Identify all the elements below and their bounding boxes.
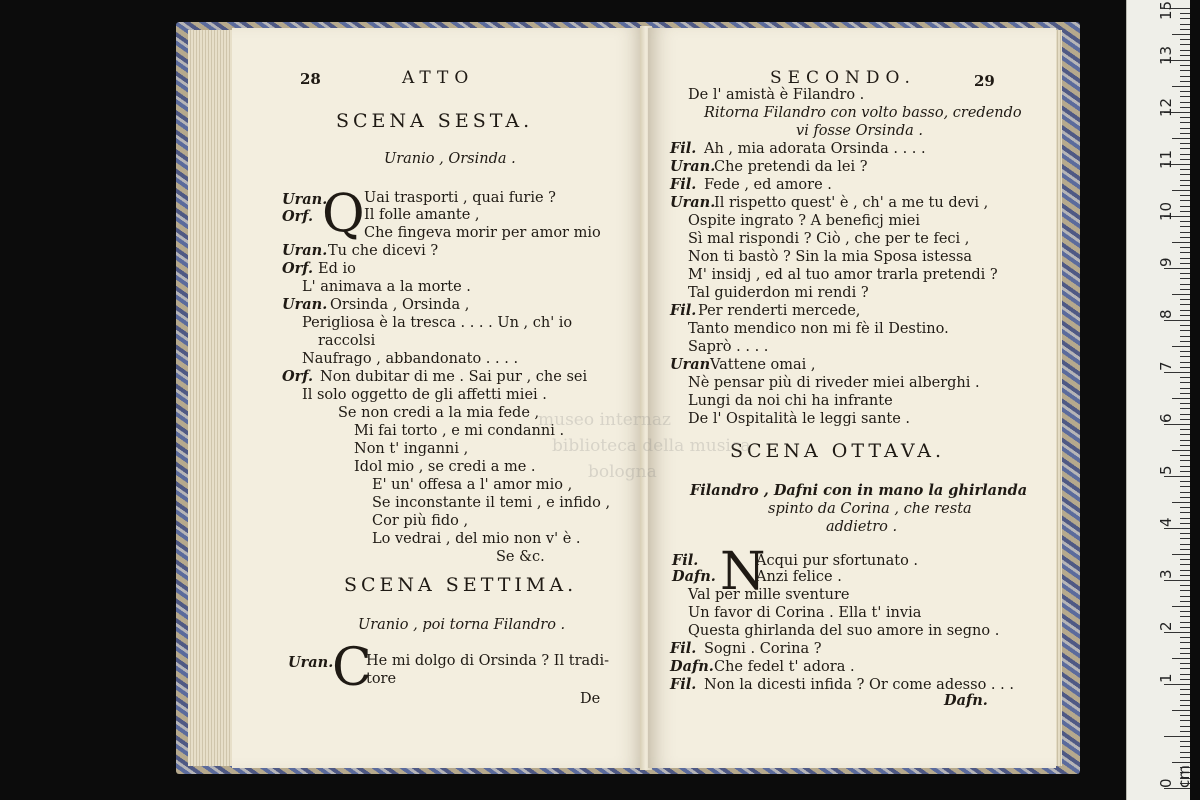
ruler-tick <box>1180 70 1190 71</box>
ruler-tick <box>1172 710 1190 711</box>
watermark-line: bologna <box>588 462 657 482</box>
scene8-cast: spinto da Corina , che resta <box>768 501 972 517</box>
ruler-tick <box>1180 128 1190 129</box>
ruler-tick <box>1180 159 1190 160</box>
speaker: Orf. <box>282 368 314 385</box>
verse-line: Lo vedrai , del mio non v' è . <box>372 531 581 547</box>
ruler-tick <box>1180 715 1190 716</box>
ruler-tick <box>1172 138 1190 139</box>
ruler-tick <box>1180 471 1190 472</box>
ruler-tick <box>1180 96 1190 97</box>
ruler-tick <box>1180 590 1190 591</box>
verse-line: Ospite ingrato ? A beneficj miei <box>688 213 921 229</box>
ruler-tick <box>1180 174 1190 175</box>
ruler-tick <box>1180 50 1190 51</box>
ruler-tick <box>1180 232 1190 233</box>
ruler-tick <box>1164 424 1190 425</box>
ruler-tick <box>1180 596 1190 597</box>
ruler-tick <box>1180 362 1190 363</box>
ruler-tick <box>1172 658 1190 659</box>
ruler-tick <box>1180 585 1190 586</box>
verse-line: tore <box>366 671 397 687</box>
scene8-title: SCENA OTTAVA. <box>730 440 946 462</box>
ruler-tick <box>1180 39 1190 40</box>
ruler-tick <box>1180 601 1190 602</box>
verse-line: Perigliosa è la tresca . . . . Un , ch' io <box>302 315 573 331</box>
ruler-tick <box>1180 731 1190 732</box>
ruler-tick <box>1164 320 1190 321</box>
verse-line: Che pretendi da lei ? <box>714 159 868 175</box>
verse-line: Non ti bastò ? Sin la mia Sposa istessa <box>688 249 973 265</box>
ruler-tick <box>1180 24 1190 25</box>
speaker: Uran. <box>282 242 328 259</box>
ruler-tick <box>1172 190 1190 191</box>
verse-line: Questa ghirlanda del suo amore in segno . <box>688 623 1000 639</box>
ruler-label: 11 <box>1157 149 1175 169</box>
verse-line: Se non credi a la mia fede , <box>338 405 540 421</box>
watermark-line: museo internaz <box>538 410 671 430</box>
ruler-tick <box>1180 414 1190 415</box>
verse-line: Non la dicesti infida ? Or come adesso . . . <box>704 677 1014 693</box>
ruler-tick <box>1180 674 1190 675</box>
ruler-tick <box>1180 247 1190 248</box>
ruler-tick <box>1180 726 1190 727</box>
ruler-tick <box>1180 746 1190 747</box>
ruler-tick <box>1180 507 1190 508</box>
right-page-number: 29 <box>974 72 995 90</box>
verse-line: Nè pensar più di riveder miei alberghi . <box>688 375 980 391</box>
speaker: Fil. <box>670 640 697 657</box>
stage-direction: vi fosse Orsinda . <box>796 123 923 139</box>
ruler-tick <box>1180 382 1190 383</box>
speaker: Uran. <box>670 158 716 175</box>
speaker: Uran. <box>282 191 328 208</box>
verse-line: Idol mio , se credi a me . <box>354 459 536 475</box>
ruler-tick <box>1180 325 1190 326</box>
ruler-tick <box>1180 518 1190 519</box>
ruler-tick <box>1172 502 1190 503</box>
verse-line: Ah , mia adorata Orsinda . . . . <box>704 141 926 157</box>
ruler-tick <box>1180 419 1190 420</box>
left-page <box>232 28 644 768</box>
ruler-tick <box>1180 668 1190 669</box>
verse-line: M' insidj , ed al tuo amor trarla pretendi ? <box>688 267 998 283</box>
ruler-tick <box>1180 304 1190 305</box>
ruler-tick <box>1180 705 1190 706</box>
ruler-tick <box>1180 523 1190 524</box>
speaker: Uran <box>670 356 711 373</box>
ruler-label: 5 <box>1157 465 1175 475</box>
verse-line: Che fedel t' adora . <box>714 659 855 675</box>
ruler-tick <box>1180 393 1190 394</box>
ruler-tick <box>1180 18 1190 19</box>
ruler-tick <box>1180 720 1190 721</box>
ruler-tick <box>1172 294 1190 295</box>
verse-line: Tanto mendico non mi fè il Destino. <box>688 321 949 337</box>
ruler-tick <box>1180 637 1190 638</box>
verse-line: Uai trasporti , quai furie ? <box>364 190 556 206</box>
speaker: Dafn. <box>672 568 716 585</box>
ruler-tick <box>1180 575 1190 576</box>
ruler-tick <box>1180 616 1190 617</box>
ruler-tick <box>1180 694 1190 695</box>
ruler-tick <box>1180 752 1190 753</box>
verse-line: Saprò . . . . <box>688 339 769 355</box>
ruler-label: 2 <box>1157 621 1175 631</box>
verse-line: Tal guiderdon mi rendi ? <box>688 285 869 301</box>
scene6-cast: Uranio , Orsinda . <box>384 151 516 167</box>
ruler-label: 13 <box>1157 45 1175 65</box>
verse-line: Se inconstante il temi , e infido , <box>372 495 611 511</box>
scene6-title: SCENA SESTA. <box>336 110 534 132</box>
ruler-tick <box>1172 34 1190 35</box>
ruler-tick <box>1180 653 1190 654</box>
ruler-tick <box>1180 76 1190 77</box>
ruler-tick <box>1180 154 1190 155</box>
ruler-tick <box>1180 252 1190 253</box>
verse-line: Cor più fido , <box>372 513 469 529</box>
ruler-tick <box>1180 263 1190 264</box>
ruler-tick <box>1180 315 1190 316</box>
ruler-tick <box>1180 403 1190 404</box>
ruler-tick <box>1180 642 1190 643</box>
ruler-tick <box>1172 242 1190 243</box>
ruler-label: 15 <box>1157 0 1175 20</box>
dropcap-q: Q <box>322 184 365 244</box>
verse-line: Lungi da noi chi ha infrante <box>688 393 893 409</box>
ruler-tick <box>1180 440 1190 441</box>
ruler-tick <box>1180 195 1190 196</box>
ruler-tick <box>1180 226 1190 227</box>
ruler-tick <box>1180 429 1190 430</box>
verse-line: Fede , ed amore . <box>704 177 832 193</box>
left-running-head: ATTO <box>402 68 475 88</box>
ruler-tick <box>1180 533 1190 534</box>
scene7-title: SCENA SETTIMA. <box>344 574 578 596</box>
ruler-tick <box>1180 55 1190 56</box>
ruler-tick <box>1180 148 1190 149</box>
ruler-tick <box>1180 284 1190 285</box>
verse-line: Il rispetto quest' è , ch' a me tu devi , <box>714 195 989 211</box>
ruler-tick <box>1180 13 1190 14</box>
ruler-tick <box>1172 606 1190 607</box>
ruler-tick <box>1180 299 1190 300</box>
ruler-tick <box>1180 460 1190 461</box>
ruler-tick <box>1180 310 1190 311</box>
ruler-tick <box>1172 86 1190 87</box>
ruler-tick <box>1180 341 1190 342</box>
ruler-tick <box>1180 466 1190 467</box>
verse-line: Un favor di Corina . Ella t' invia <box>688 605 922 621</box>
verse-line: Sogni . Corina ? <box>704 641 822 657</box>
catchword: De <box>580 691 601 707</box>
verse-line: Non t' inganni , <box>354 441 469 457</box>
verse-line: Il solo oggetto de gli affetti miei . <box>302 387 547 403</box>
ruler-tick <box>1180 648 1190 649</box>
speaker: Fil. <box>670 302 697 319</box>
ruler-tick <box>1180 258 1190 259</box>
ruler-label: 7 <box>1157 361 1175 371</box>
verse-line: Naufrago , abbandonato . . . . <box>302 351 519 367</box>
ruler-tick <box>1180 377 1190 378</box>
ruler-tick <box>1180 65 1190 66</box>
ruler-label: 4 <box>1157 517 1175 527</box>
verse-line: De l' amistà è Filandro . <box>688 87 865 103</box>
ruler-tick <box>1180 549 1190 550</box>
dropcap-c: C <box>332 638 372 698</box>
ruler-tick <box>1180 408 1190 409</box>
ruler-tick <box>1180 180 1190 181</box>
ruler-tick <box>1164 736 1190 737</box>
ruler-label: 10 <box>1157 201 1175 221</box>
ruler-tick <box>1164 476 1190 477</box>
ruler-tick <box>1172 450 1190 451</box>
ruler-tick <box>1180 481 1190 482</box>
ruler-tick <box>1164 528 1190 529</box>
speaker: Uran. <box>288 654 334 671</box>
ruler-tick <box>1180 143 1190 144</box>
ruler-label: 1 <box>1157 673 1175 683</box>
ruler-tick <box>1180 107 1190 108</box>
verse-line: Vattene omai , <box>710 357 816 373</box>
ruler-tick <box>1180 700 1190 701</box>
ruler-tick <box>1180 622 1190 623</box>
ruler-tick <box>1180 81 1190 82</box>
speaker: Dafn. <box>670 658 714 675</box>
speaker: Fil. <box>672 552 699 569</box>
ruler-tick <box>1180 273 1190 274</box>
ruler-tick <box>1180 445 1190 446</box>
ruler-tick <box>1180 200 1190 201</box>
ruler-tick <box>1180 330 1190 331</box>
ruler-label: 0 cm <box>1157 765 1193 788</box>
watermark-line: biblioteca della musica <box>552 436 751 456</box>
ruler-tick <box>1180 544 1190 545</box>
left-page-number: 28 <box>300 70 321 88</box>
ruler-tick <box>1180 559 1190 560</box>
ruler-tick <box>1180 206 1190 207</box>
ruler-tick <box>1180 237 1190 238</box>
verse-line: Ed io <box>318 261 356 277</box>
ruler-tick <box>1180 663 1190 664</box>
ruler-tick <box>1180 388 1190 389</box>
ruler-tick <box>1164 788 1190 789</box>
dropcap-n: N <box>720 542 766 602</box>
ruler-tick <box>1180 570 1190 571</box>
ruler-tick <box>1164 372 1190 373</box>
verse-line: De l' Ospitalità le leggi sante . <box>688 411 911 427</box>
verse-line: raccolsi <box>318 333 376 349</box>
verse-line: Se &c. <box>496 549 545 565</box>
ruler-label: 12 <box>1157 97 1175 117</box>
verse-line: Orsinda , Orsinda , <box>330 297 470 313</box>
verse-line: Sì mal rispondi ? Ciò , che per te feci , <box>688 231 970 247</box>
ruler-tick <box>1180 538 1190 539</box>
ruler-tick <box>1180 486 1190 487</box>
ruler-tick <box>1172 398 1190 399</box>
ruler-tick <box>1180 221 1190 222</box>
ruler-tick <box>1180 611 1190 612</box>
ruler-tick <box>1180 627 1190 628</box>
ruler-tick <box>1180 91 1190 92</box>
ruler-tick <box>1180 356 1190 357</box>
ruler-tick <box>1164 580 1190 581</box>
ruler-tick <box>1180 289 1190 290</box>
ruler-tick <box>1180 29 1190 30</box>
ruler-tick <box>1180 133 1190 134</box>
measurement-ruler <box>1126 0 1193 800</box>
verse-line: Tu che dicevi ? <box>328 243 439 259</box>
verse-line: Val per mille sventure <box>688 587 850 603</box>
speaker: Fil. <box>670 176 697 193</box>
ruler-tick <box>1180 492 1190 493</box>
ruler-tick <box>1180 169 1190 170</box>
ruler-tick <box>1172 346 1190 347</box>
speaker: Orf. <box>282 260 314 277</box>
ruler-tick <box>1180 455 1190 456</box>
ruler-tick <box>1164 684 1190 685</box>
ruler-label: 8 <box>1157 309 1175 319</box>
ruler-label: 9 <box>1157 257 1175 267</box>
ruler-label: 6 <box>1157 413 1175 423</box>
ruler-tick <box>1172 554 1190 555</box>
right-running-head: SECONDO. <box>770 68 916 88</box>
speaker: Fil. <box>670 140 697 157</box>
verse-line: Il folle amante , <box>364 207 480 223</box>
verse-line: Acqui pur sfortunato . <box>756 553 919 569</box>
ruler-tick <box>1164 632 1190 633</box>
verse-line: Mi fai torto , e mi condanni . <box>354 423 565 439</box>
ruler-tick <box>1180 117 1190 118</box>
ruler-tick <box>1180 512 1190 513</box>
right-page <box>538 28 1056 768</box>
ruler-tick <box>1180 564 1190 565</box>
verse-line: Anzi felice . <box>756 569 842 585</box>
ruler-tick <box>1180 44 1190 45</box>
verse-line: He mi dolgo di Orsinda ? Il tradi- <box>366 653 609 669</box>
ruler-tick <box>1180 185 1190 186</box>
ruler-tick <box>1180 741 1190 742</box>
speaker: Uran. <box>282 296 328 313</box>
catchword: Dafn. <box>944 692 988 709</box>
scene7-cast: Uranio , poi torna Filandro . <box>358 617 566 633</box>
ruler-tick <box>1180 336 1190 337</box>
ruler-tick <box>1180 211 1190 212</box>
ruler-tick <box>1180 367 1190 368</box>
verse-line: L' animava a la morte . <box>302 279 471 295</box>
verse-line: Non dubitar di me . Sai pur , che sei <box>320 369 588 385</box>
verse-line: Che fingeva morir per amor mio <box>364 225 601 241</box>
ruler-tick <box>1180 434 1190 435</box>
ruler-tick <box>1180 679 1190 680</box>
scene8-cast: addietro . <box>826 519 898 535</box>
ruler-tick <box>1180 122 1190 123</box>
ruler-tick <box>1180 497 1190 498</box>
page-block-left-edge <box>188 30 236 766</box>
speaker: Orf. <box>282 208 314 225</box>
ruler-tick <box>1180 689 1190 690</box>
speaker: Uran. <box>670 194 716 211</box>
ruler-label: 3 <box>1157 569 1175 579</box>
ruler-tick <box>1180 351 1190 352</box>
scene8-cast: Filandro , Dafni con in mano la ghirlanda <box>690 482 1028 499</box>
speaker: Fil. <box>670 676 697 693</box>
ruler-tick <box>1180 102 1190 103</box>
verse-line: E' un' offesa a l' amor mio , <box>372 477 573 493</box>
verse-line: Per renderti mercede, <box>698 303 861 319</box>
ruler-tick <box>1180 278 1190 279</box>
ruler-tick <box>1164 268 1190 269</box>
stage-direction: Ritorna Filandro con volto basso, credendo <box>704 105 1022 121</box>
